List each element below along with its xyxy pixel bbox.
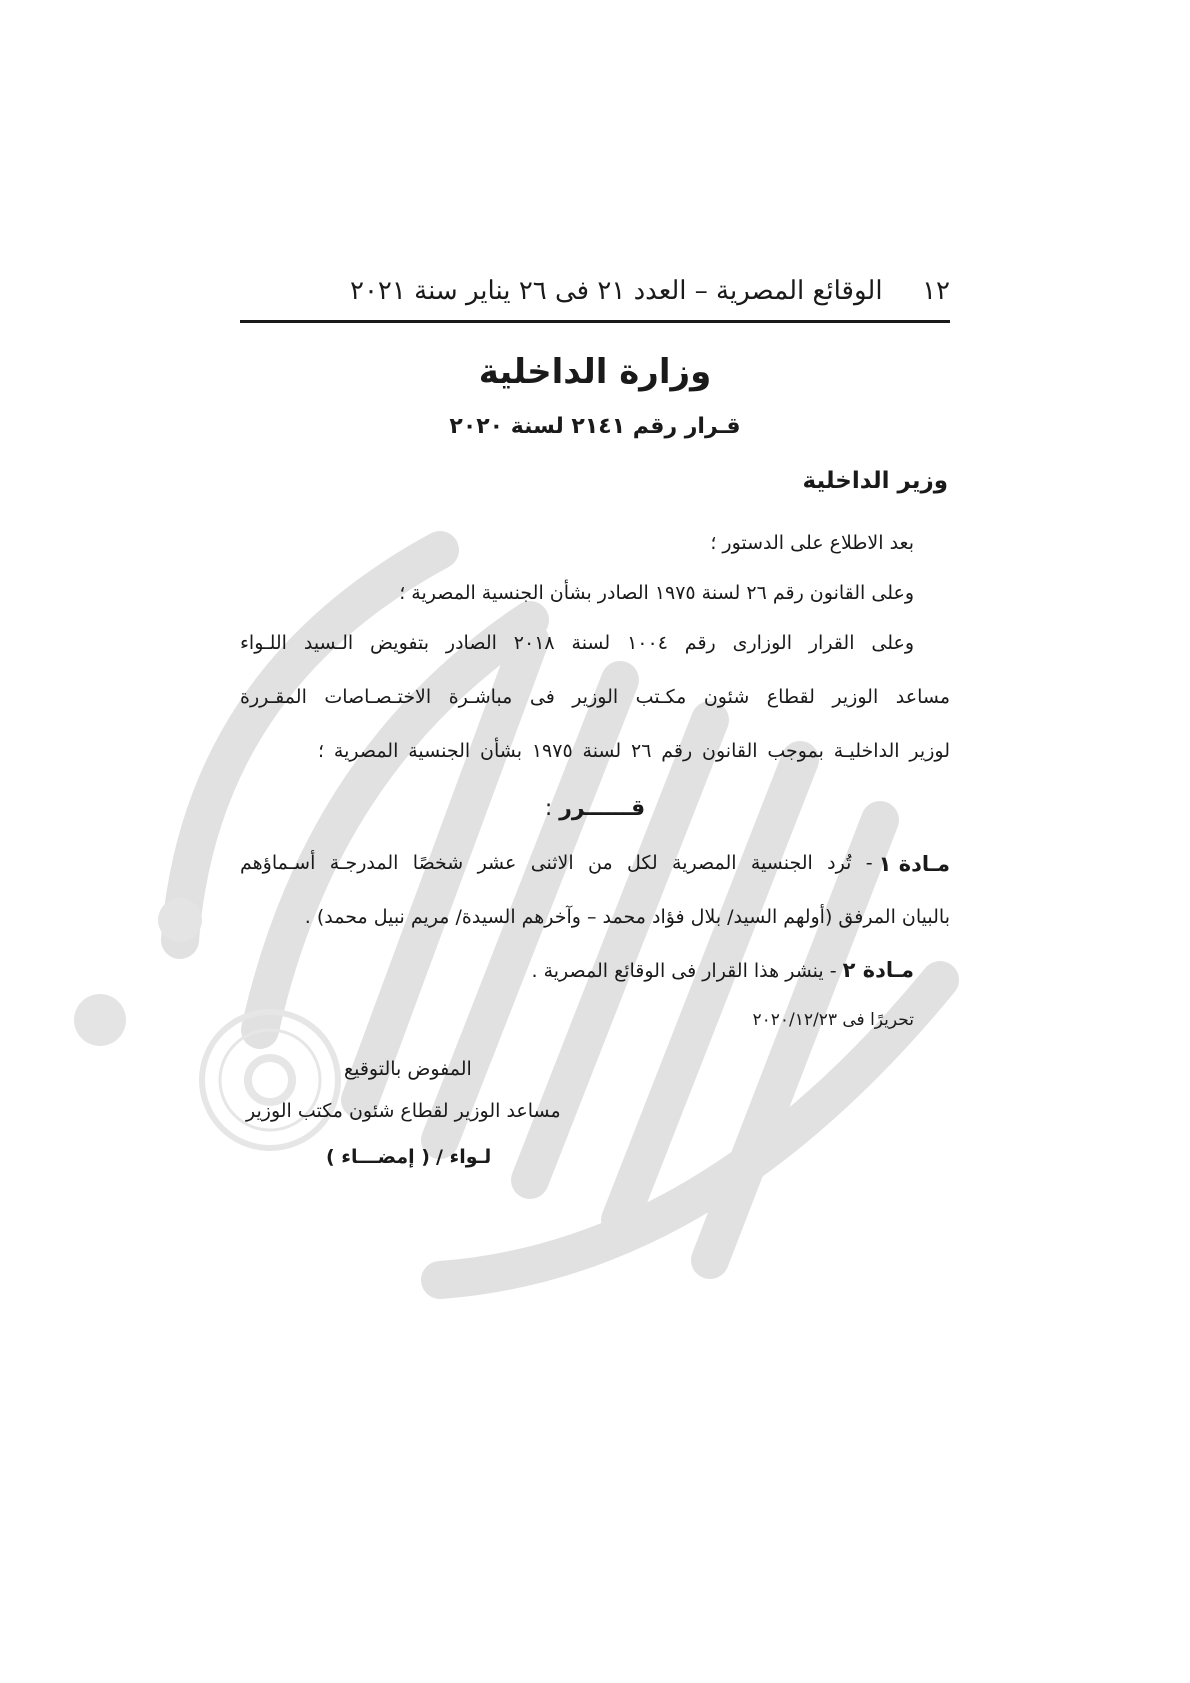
watermark-dot: [158, 898, 202, 942]
watermark-dot: [74, 994, 126, 1046]
seal-icon: [202, 1012, 338, 1148]
article-1-text: - تُرد الجنسية المصرية لكل من الاثنى عشر شخصًا المدرجـة أسـماؤهم: [240, 852, 873, 874]
article-1-label: مـادة ١: [878, 852, 950, 876]
watermark-logo: [60, 380, 1060, 1380]
gazette-issue-title: الوقائع المصرية – العدد ٢١ فى ٢٦ يناير سنة ٢٠٢١: [350, 276, 883, 306]
preamble-line-4: مساعد الوزير لقطاع شئون مكـتب الوزير فى مباشـرة الاختـصـاصات المقـررة: [240, 686, 950, 708]
rank-label: لـواء /: [435, 1146, 492, 1168]
ministry-title: وزارة الداخلية: [478, 352, 712, 392]
decision-word: قــــــرر: [559, 796, 646, 821]
minister-heading: وزير الداخلية: [802, 468, 948, 494]
watermark-stroke: [710, 820, 880, 1260]
signatory-rank: [326, 1146, 491, 1168]
article-2-label: مـادة ٢: [842, 958, 914, 982]
decision-heading: [240, 796, 950, 821]
decree-title: قـرار رقم ٢١٤١ لسنة ٢٠٢٠: [449, 414, 741, 439]
preamble-line-1: بعد الاطلاع على الدستور ؛: [710, 532, 914, 554]
article-1-line-1: [240, 852, 950, 876]
issue-date: تحريرًا فى ٢٠٢٠/١٢/٢٣: [752, 1010, 914, 1030]
page-number: ١٢: [922, 276, 950, 306]
signed-label: ( إمضـــاء ): [326, 1146, 430, 1168]
decision-colon: :: [544, 796, 553, 821]
gazette-header: [240, 270, 950, 320]
watermark-stroke: [620, 760, 800, 1220]
article-2: [531, 958, 914, 982]
article-1-line-2: بالبيان المرفق (أولهم السيد/ بلال فؤاد محمد – وآخرهم السيدة/ مريم نبيل محمد) .: [304, 906, 950, 928]
signatory-position: مساعد الوزير لقطاع شئون مكتب الوزير: [246, 1100, 561, 1122]
preamble-line-2: وعلى القانون رقم ٢٦ لسنة ١٩٧٥ الصادر بشأن الجنسية المصرية ؛: [399, 582, 914, 604]
article-2-text: - ينشر هذا القرار فى الوقائع المصرية .: [531, 960, 837, 982]
watermark-arc: [260, 620, 530, 1030]
preamble-line-5: لوزير الداخليـة بموجب القانون رقم ٢٦ لسنة ١٩٧٥ بشأن الجنسية المصرية ؛: [318, 740, 950, 762]
preamble-line-3: وعلى القرار الوزارى رقم ١٠٠٤ لسنة ٢٠١٨ الصادر بتفويض الـسيد اللـواء: [240, 632, 915, 654]
delegated-signatory: المفوض بالتوقيع: [344, 1058, 472, 1080]
header-divider: [240, 320, 950, 323]
